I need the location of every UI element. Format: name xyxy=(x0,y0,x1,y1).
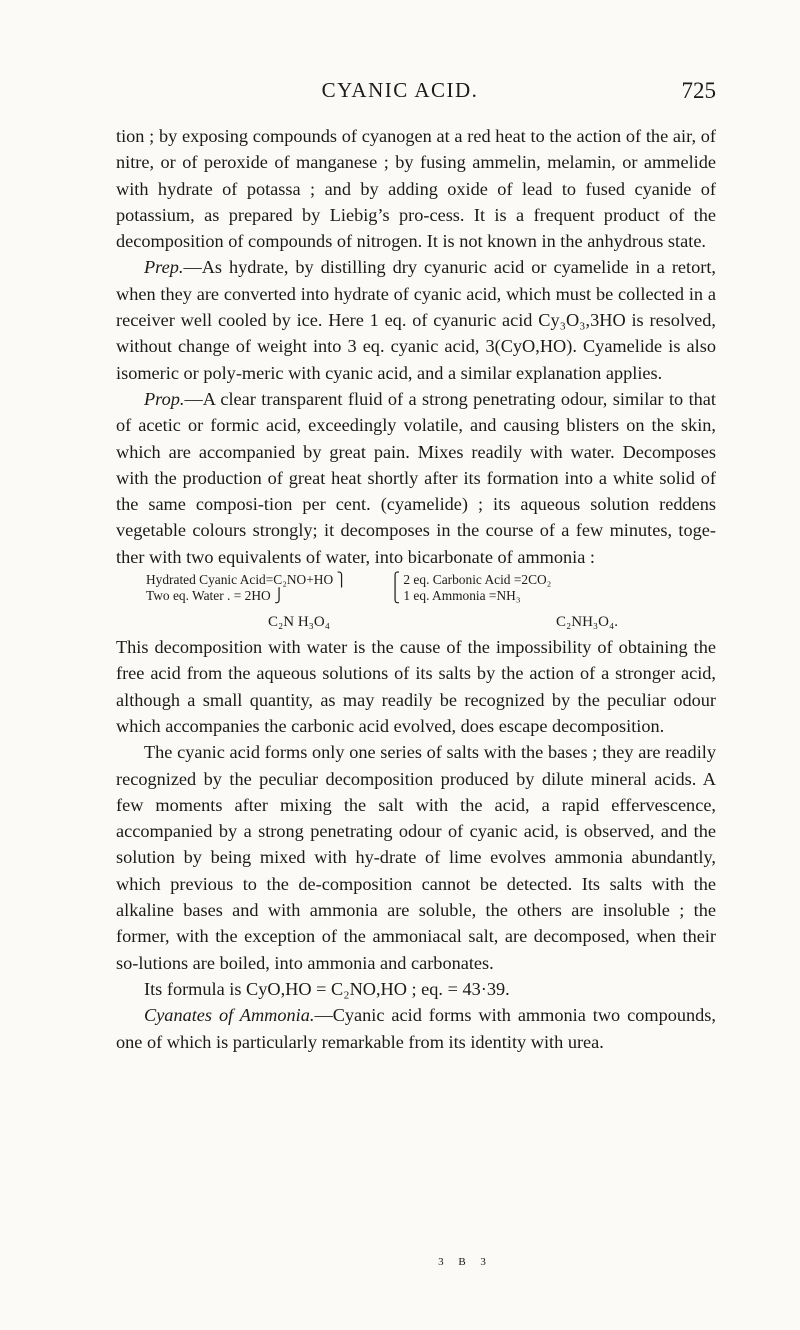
paragraph-prop-text: —A clear transparent fluid of a strong penetrating odour, similar to that of acetic or formic acid, exceedingly volatile, and causing blisters on the skin, which are accompanied by great pain. Mixes readily with water. Decomposes with the production of great heat shortly after its formation into a white solid of the same composi-tion per cent. (cyamelide) ; its aqueous solution reddens vegetable colours strongly; it decomposes in the course of a few minutes, toge-ther with two equivalents of water, into bicarbonate of ammonia : xyxy=(116,388,716,567)
paragraph-prop xyxy=(116,386,716,570)
prep-label: Prep. xyxy=(144,257,184,278)
signature-mark: 3 B 3 xyxy=(438,1256,492,1268)
paragraph-cyanates-text: —Cyanic acid forms with ammonia two compounds, one of which is particularly remarkable from its identity with urea. xyxy=(116,1005,716,1052)
equation-row xyxy=(116,572,716,588)
equation-sum-right: C₂NH₃O₄. xyxy=(556,614,618,631)
equation-sum-left: C₂N H₃O₄ xyxy=(268,614,330,631)
page-number: 725 xyxy=(681,78,716,103)
paragraph-decomposition-text: This decomposition with water is the cause of the impossibility of obtaining the free acid from the aqueous solutions of its salts by the action of a stronger acid, although a small quantity, as may readily be recognized by the peculiar odour which accompanies the carbonic acid evolved, does escape decomposition. xyxy=(116,637,716,736)
equation-row xyxy=(116,588,716,604)
paragraph-decomposition xyxy=(116,634,716,739)
equation-row1-right: ⎧ 2 eq. Carbonic Acid =2CO₂ xyxy=(390,572,552,588)
decomposition-equation xyxy=(116,572,716,634)
paragraph-intro xyxy=(116,123,716,254)
formula-text: Its formula is CyO,HO = C₂NO,HO ; eq. = 43·39. xyxy=(144,978,510,999)
paragraph-formula xyxy=(116,976,716,1002)
paragraph-intro-text: tion ; by exposing compounds of cyanogen at a red heat to the action of the air, of nitre, or of peroxide of manganese ; by fusing ammelin, melamin, or ammelide with hydrate of potassa ; and by adding oxide of lead to fused cyanide of potassium, as prepared by Liebig’s pro-cess. It is a frequent product of the decomposition of compounds of nitrogen. It is not known in the anhydrous state. xyxy=(116,126,716,252)
running-head xyxy=(0,78,800,108)
paragraph-salts xyxy=(116,739,716,976)
equation-sum xyxy=(116,610,716,634)
page-title: CYANIC ACID. xyxy=(321,78,479,102)
equation-row1-left: Hydrated Cyanic Acid=C₂NO+HO ⎫ xyxy=(146,572,347,588)
body-text xyxy=(116,123,716,1055)
paragraph-prep-text: —As hydrate, by distilling dry cyanuric acid or cyamelide in a retort, when they are converted into hydrate of cyanic acid, which must be collected in a receiver well cooled by ice. Here 1 eq. of cyanuric acid Cy₃O₃,3HO is resolved, without change of weight into 3 eq. cyanic acid, 3(CyO,HO). Cyamelide is also isomeric or poly-meric with cyanic acid, and a similar explanation applies. xyxy=(116,257,716,383)
paragraph-cyanates xyxy=(116,1002,716,1055)
equation-row2-left: Two eq. Water . = 2HO ⎭ xyxy=(146,588,285,604)
paragraph-salts-text: The cyanic acid forms only one series of salts with the bases ; they are readily recognized by the peculiar decomposition produced by dilute mineral acids. A few moments after mixing the salt with the acid, a rapid effervescence, accompanied by a strong penetrating odour of cyanic acid, is observed, and the solution by being mixed with hy-drate of lime evolves ammonia abundantly, which previous to the de-composition cannot be detected. Its salts with the alkaline bases and with ammonia are soluble, the others are insoluble ; the former, with the exception of the ammoniacal salt, are decomposed, when their so-lutions are boiled, into ammonia and carbonates. xyxy=(116,742,716,973)
paragraph-prep xyxy=(116,254,716,385)
cyanates-label: Cyanates of Ammonia. xyxy=(144,1005,315,1026)
prop-label: Prop. xyxy=(144,388,185,409)
equation-row2-right: ⎩ 1 eq. Ammonia =NH₃ xyxy=(390,588,521,604)
